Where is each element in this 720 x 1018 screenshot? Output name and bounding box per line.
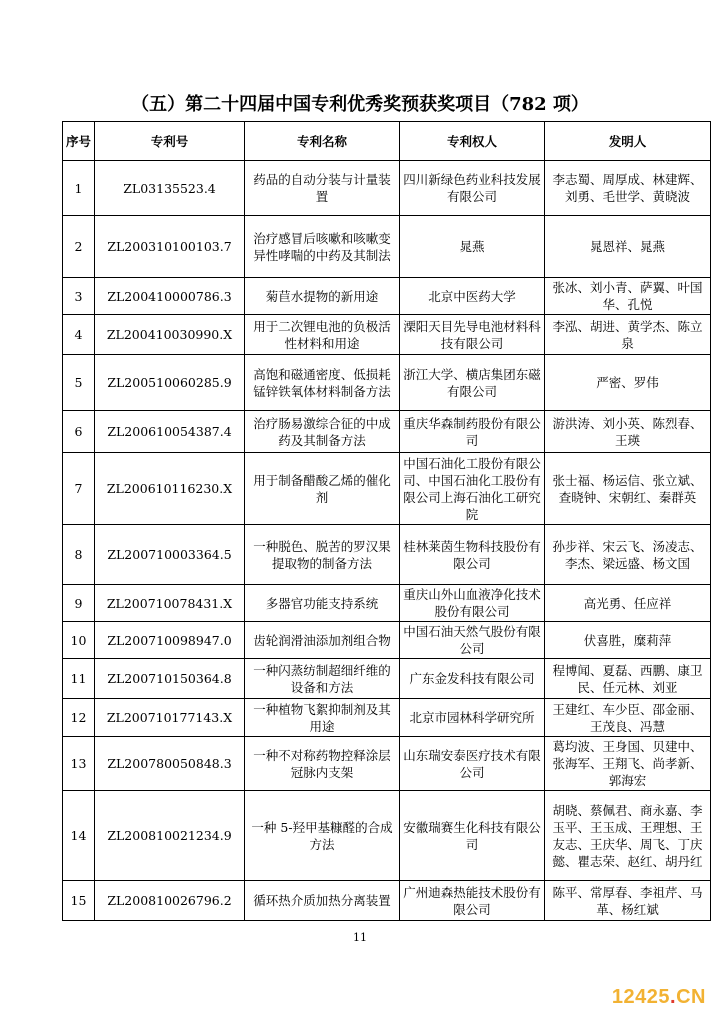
patent-owner: 溧阳天目先导电池材料科技有限公司: [400, 315, 545, 355]
patent-name: 多器官功能支持系统: [245, 585, 400, 622]
patent-owner: 浙江大学、横店集团东磁有限公司: [400, 355, 545, 411]
patent-number: ZL200810021234.9: [95, 791, 245, 881]
row-number: 4: [63, 315, 95, 355]
patent-name: 一种 5-羟甲基糠醛的合成方法: [245, 791, 400, 881]
page-title: （五）第二十四届中国专利优秀奖预获奖项目（782 项）: [131, 94, 589, 115]
watermark-number: 12425: [611, 986, 671, 1008]
patent-number: ZL200710150364.8: [95, 659, 245, 699]
inventors: 晁恩祥、晁燕: [545, 216, 711, 278]
patent-owner: 广东金发科技有限公司: [400, 659, 545, 699]
patent-owner: 北京市园林科学研究所: [400, 699, 545, 737]
patent-number: ZL200710177143.X: [95, 699, 245, 737]
inventors: 胡晓、蔡佩君、商永嘉、李玉平、王玉成、王理想、王友志、王庆华、周飞、丁庆懿、瞿志荣、赵红、胡丹红: [545, 791, 711, 881]
patent-number: ZL200610116230.X: [95, 453, 245, 525]
patent-number: ZL200810026796.2: [95, 881, 245, 921]
row-number: 13: [63, 737, 95, 791]
row-number: 7: [63, 453, 95, 525]
patent-table: [62, 121, 711, 921]
inventors: 伏喜胜，糜莉萍: [545, 622, 711, 659]
header-no: 序号: [63, 122, 95, 161]
inventors: 李志蜀、周厚成、林建辉、刘勇、毛世学、黄晓波: [545, 161, 711, 216]
patent-name: 治疗感冒后咳嗽和咳嗽变异性哮喘的中药及其制法: [245, 216, 400, 278]
patent-number: ZL200710078431.X: [95, 585, 245, 622]
patent-name: 齿轮润滑油添加剂组合物: [245, 622, 400, 659]
inventors: 葛均波、王身国、贝建中、张海军、王翔飞、尚孝新、郭海宏: [545, 737, 711, 791]
row-number: 8: [63, 525, 95, 585]
table-row: [63, 525, 711, 585]
patent-owner: 晁燕: [400, 216, 545, 278]
patent-number: ZL200410000786.3: [95, 278, 245, 315]
patent-owner: 桂林莱茵生物科技股份有限公司: [400, 525, 545, 585]
row-number: 5: [63, 355, 95, 411]
patent-name: 一种植物飞絮抑制剂及其用途: [245, 699, 400, 737]
row-number: 14: [63, 791, 95, 881]
page-number: 11: [353, 931, 367, 944]
row-number: 2: [63, 216, 95, 278]
patent-owner: 山东瑞安泰医疗技术有限公司: [400, 737, 545, 791]
inventors: 严密、罗伟: [545, 355, 711, 411]
patent-name: 高饱和磁通密度、低损耗锰锌铁氧体材料制备方法: [245, 355, 400, 411]
row-number: 1: [63, 161, 95, 216]
patent-number: ZL03135523.4: [95, 161, 245, 216]
inventors: 张冰、刘小青、萨翼、叶国华、孔悦: [545, 278, 711, 315]
inventors: 高光勇、任应祥: [545, 585, 711, 622]
row-number: 9: [63, 585, 95, 622]
patent-owner: 重庆华森制药股份有限公司: [400, 411, 545, 453]
row-number: 10: [63, 622, 95, 659]
watermark-dot: .: [670, 986, 677, 1008]
table-row: [63, 791, 711, 881]
table-body: [63, 161, 711, 921]
table-row: [63, 411, 711, 453]
patent-owner: 北京中医药大学: [400, 278, 545, 315]
table-row: [63, 355, 711, 411]
patent-number: ZL200780050848.3: [95, 737, 245, 791]
row-number: 3: [63, 278, 95, 315]
inventors: 孙步祥、宋云飞、汤凌志、李杰、梁远盛、杨文国: [545, 525, 711, 585]
table-row: [63, 216, 711, 278]
table-row: [63, 161, 711, 216]
table-row: [63, 737, 711, 791]
patent-name: 用于二次锂电池的负极活性材料和用途: [245, 315, 400, 355]
table-row: [63, 315, 711, 355]
patent-name: 一种不对称药物控释涂层冠脉内支架: [245, 737, 400, 791]
table-row: [63, 585, 711, 622]
table-row: [63, 881, 711, 921]
row-number: 6: [63, 411, 95, 453]
patent-name: 用于制备醋酸乙烯的催化剂: [245, 453, 400, 525]
table-row: [63, 699, 711, 737]
inventors: 游洪涛、刘小英、陈烈春、王瑛: [545, 411, 711, 453]
table-row: [63, 453, 711, 525]
patent-name: 循环热介质加热分离装置: [245, 881, 400, 921]
watermark-suffix: CN: [676, 986, 706, 1008]
inventors: 陈平、常厚春、李祖芹、马革、杨红斌: [545, 881, 711, 921]
header-patent-name: 专利名称: [245, 122, 400, 161]
table-row: [63, 278, 711, 315]
inventors: 王建红、车少臣、邵金丽、王茂良、冯慧: [545, 699, 711, 737]
patent-name: 一种闪蒸纺制超细纤维的设备和方法: [245, 659, 400, 699]
row-number: 12: [63, 699, 95, 737]
patent-owner: 四川新绿色药业科技发展有限公司: [400, 161, 545, 216]
patent-owner: 广州迪森热能技术股份有限公司: [400, 881, 545, 921]
inventors: 程博闻、夏磊、西鹏、康卫民、任元林、刘亚: [545, 659, 711, 699]
patent-number: ZL200410030990.X: [95, 315, 245, 355]
site-watermark: [612, 986, 706, 1009]
patent-number: ZL200510060285.9: [95, 355, 245, 411]
patent-number: ZL200710098947.0: [95, 622, 245, 659]
inventors: 张士福、杨运信、张立斌、查晓钟、宋朝红、秦群英: [545, 453, 711, 525]
table-header-row: [63, 122, 711, 161]
table-row: [63, 659, 711, 699]
patent-owner: 安徽瑞赛生化科技有限公司: [400, 791, 545, 881]
patent-name: 一种脱色、脱苦的罗汉果提取物的制备方法: [245, 525, 400, 585]
table-row: [63, 622, 711, 659]
patent-number: ZL200610054387.4: [95, 411, 245, 453]
header-inventors: 发明人: [545, 122, 711, 161]
patent-number: ZL200710003364.5: [95, 525, 245, 585]
header-patent-no: 专利号: [95, 122, 245, 161]
patent-name: 菊苣水提物的新用途: [245, 278, 400, 315]
row-number: 11: [63, 659, 95, 699]
inventors: 李泓、胡进、黄学杰、陈立泉: [545, 315, 711, 355]
patent-owner: 中国石油天然气股份有限公司: [400, 622, 545, 659]
patent-owner: 重庆山外山血液净化技术股份有限公司: [400, 585, 545, 622]
patent-number: ZL200310100103.7: [95, 216, 245, 278]
row-number: 15: [63, 881, 95, 921]
header-owner: 专利权人: [400, 122, 545, 161]
patent-name: 药品的自动分装与计量装置: [245, 161, 400, 216]
patent-owner: 中国石油化工股份有限公司、中国石油化工股份有限公司上海石油化工研究院: [400, 453, 545, 525]
patent-name: 治疗肠易激综合征的中成药及其制备方法: [245, 411, 400, 453]
